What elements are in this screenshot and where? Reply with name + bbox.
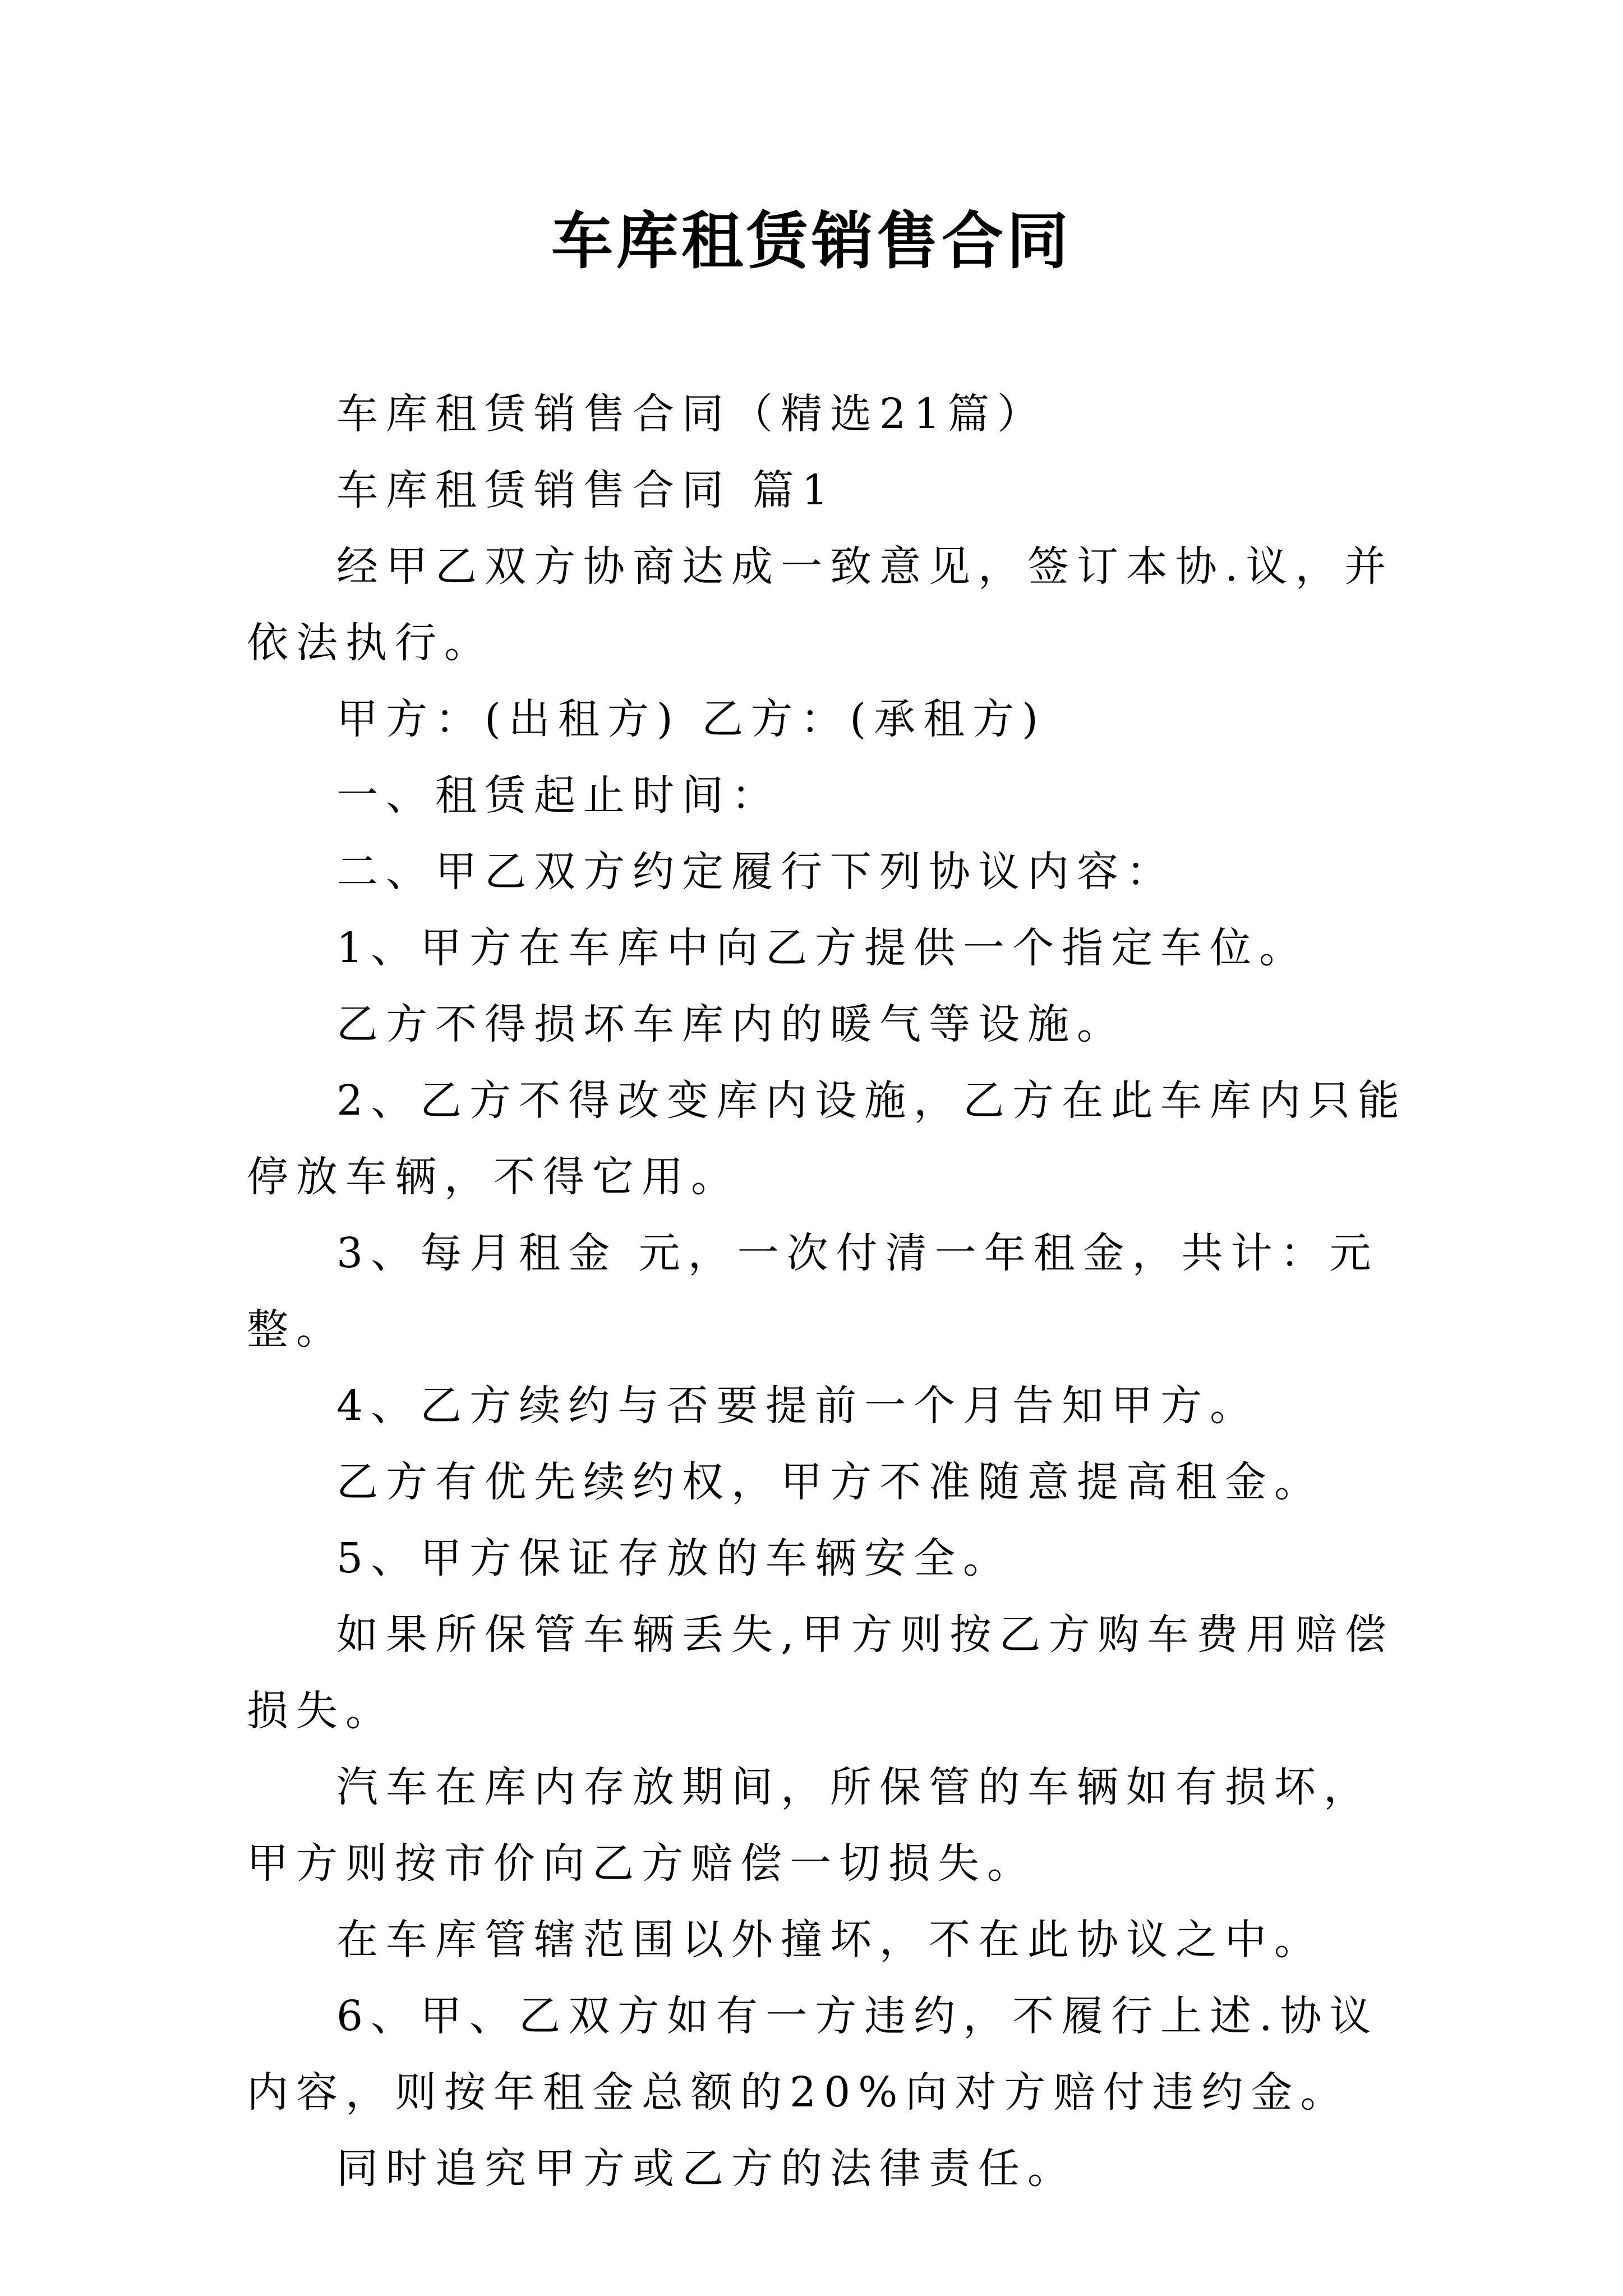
- paragraph-agreement-terms: 二、甲乙双方约定履行下列协议内容：: [336, 848, 1175, 896]
- paragraph-clause-3: 3、每月租金 元，一次付清一年租金，共计：元整。: [247, 1229, 1379, 1354]
- paragraph-section-heading: 车库租赁销售合同 篇1: [336, 466, 836, 514]
- paragraph-lease-period: 一、租赁起止时间：: [336, 771, 781, 820]
- paragraph-clause-1-note: 乙方不得损坏车库内的暖气等设施。: [336, 1000, 1126, 1048]
- paragraph-clause-5-damage: 汽车在库内存放期间，所保管的车辆如有损坏，甲方则按市价向乙方赔偿一切损失。: [247, 1763, 1373, 1888]
- paragraph-clause-2: 2、乙方不得改变库内设施，乙方在此车库内只能停放车辆，不得它用。: [247, 1076, 1408, 1201]
- paragraph-clause-4: 4、乙方续约与否要提前一个月告知甲方。: [336, 1382, 1260, 1430]
- paragraph-clause-5: 5、甲方保证存放的车辆安全。: [336, 1534, 1013, 1582]
- paragraph-parties: 甲方：(出租方) 乙方：(承租方): [336, 695, 1046, 743]
- paragraph-clause-4-note: 乙方有优先续约权，甲方不准随意提高租金。: [336, 1458, 1324, 1506]
- document-title: 车库租赁销售合同: [551, 205, 1072, 277]
- paragraph-clause-5-loss: 如果所保管车辆丢失,甲方则按乙方购车费用赔偿损失。: [247, 1611, 1394, 1735]
- paragraph-clause-1: 1、甲方在车库中向乙方提供一个指定车位。: [336, 924, 1309, 972]
- paragraph-agreement-intro: 经甲乙双方协商达成一致意见，签订本协.议，并依法执行。: [247, 542, 1394, 667]
- paragraph-collection-heading: 车库租赁销售合同（精选21篇）: [336, 390, 1047, 438]
- paragraph-clause-5-exclusion: 在车库管辖范围以外撞坏，不在此协议之中。: [336, 1916, 1324, 1964]
- document-body: [247, 376, 1413, 2207]
- paragraph-clause-6-liability: 同时追究甲方或乙方的法律责任。: [336, 2145, 1077, 2193]
- paragraph-clause-6: 6、甲、乙双方如有一方违约，不履行上述.协议内容，则按年租金总额的20%向对方赔付违约金。: [247, 1992, 1379, 2116]
